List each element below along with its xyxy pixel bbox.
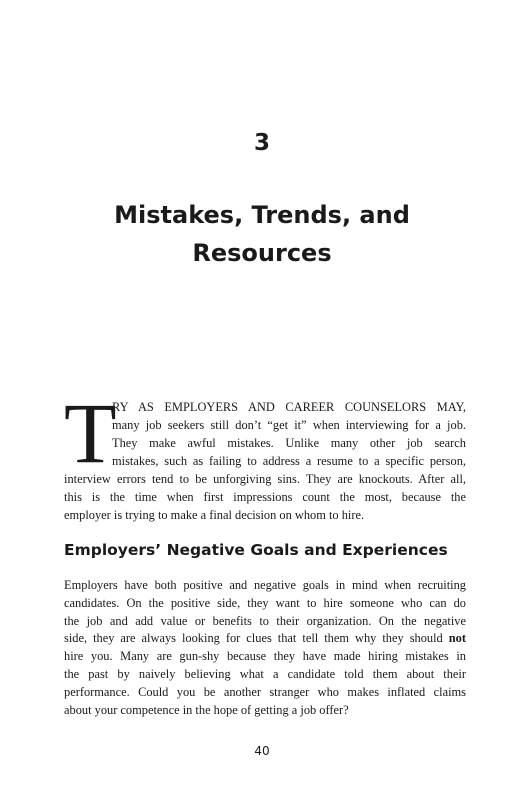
- paragraph-line: performance. Could you be another stranger who makes inflated claims: [64, 684, 466, 699]
- line-text: side, they are always looking for clues that tell them why they should: [64, 631, 443, 646]
- paragraph-line: hire you. Many are gun-shy because they have made hiring mistakes in: [64, 649, 466, 664]
- paragraph-line: They make awful mistakes. Unlike many other job search: [112, 436, 466, 450]
- paragraph-line: many job seekers still don’t “get it” when interviewing for a job.: [112, 418, 466, 432]
- paragraph-line: mistakes, such as failing to address a resume to a specific person,: [112, 454, 466, 468]
- paragraph-line: Employers have both positive and negative goals in mind when recruiting: [64, 578, 466, 592]
- section-heading: Employers’ Negative Goals and Experiences: [64, 541, 448, 559]
- paragraph-line: the past by naively believing what a candidate told them about their: [64, 666, 466, 681]
- paragraph-line: [64, 630, 466, 648]
- intro-paragraph: [64, 385, 466, 524]
- chapter-title-line: Mistakes, Trends, and: [114, 201, 410, 229]
- paragraph-line: employer is trying to make a final decision on whom to hire.: [64, 508, 365, 522]
- body-paragraph: [64, 577, 466, 719]
- chapter-number: 3: [253, 130, 270, 156]
- emphasis-not: not: [448, 631, 466, 646]
- paragraph-line: candidates. On the positive side, they want to hire someone who can do: [64, 595, 466, 610]
- paragraph-line: this is the time when first impressions count the most, because the: [64, 490, 466, 504]
- chapter-title-line: Resources: [192, 239, 332, 267]
- paragraph-line: about your competence in the hope of getting a job offer?: [64, 702, 349, 717]
- chapter-title: [0, 196, 524, 272]
- paragraph-line: interview errors tend to be unforgiving sins. They are knockouts. After all,: [64, 472, 466, 486]
- drop-cap: T: [64, 385, 117, 481]
- paragraph-line: RY AS EMPLOYERS AND CAREER COUNSELORS MAY,: [112, 400, 466, 414]
- page-number: 40: [254, 744, 270, 758]
- paragraph-line: the job and add value or benefits to their organization. On the negative: [64, 613, 466, 628]
